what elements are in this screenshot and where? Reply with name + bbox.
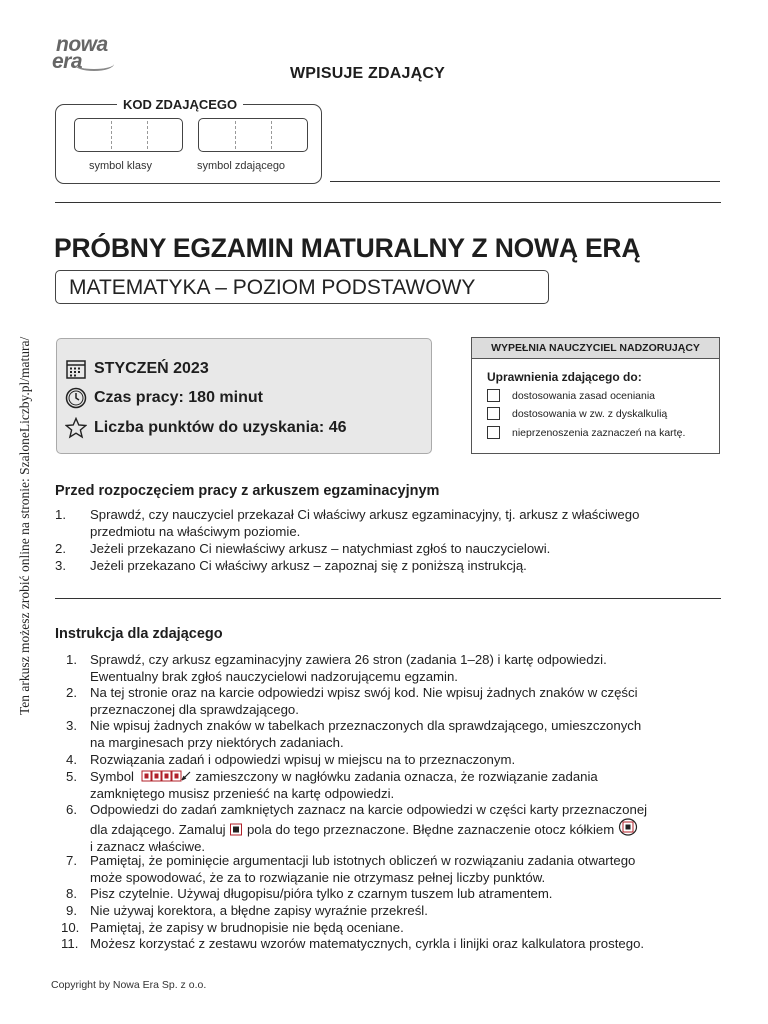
filled-box-icon xyxy=(229,823,243,836)
exam-date-row xyxy=(64,357,209,381)
option-nieprzenoszenia[interactable]: nieprzenoszenia zaznaczeń na kartę. xyxy=(487,426,685,439)
option-zasady-oceniania[interactable]: dostosowania zasad oceniania xyxy=(487,389,655,402)
exam-time-row xyxy=(64,386,263,410)
uprawnienia-title: Uprawnienia zdającego do: xyxy=(487,370,642,384)
instr-item-1: 1. Sprawdź, czy arkusz egzaminacyjny zawiera 26 stron (zadania 1–28) i kartę odpowiedzi. Ewentualny brak zgłoś nauczycielowi nadzorującemu egzamin. xyxy=(66,652,607,684)
exam-points: Liczba punktów do uzyskania: 46 xyxy=(94,419,347,436)
instr-item-11: 11. Możesz korzystać z zestawu wzorów matematycznych, cyrkla i linijki oraz kalkulatora prostego. xyxy=(61,936,645,951)
signature-line xyxy=(330,181,720,182)
exam-time: Czas pracy: 180 minut xyxy=(94,389,263,406)
logo-text-nowa: nowa xyxy=(56,33,108,56)
exam-date: STYCZEŃ 2023 xyxy=(94,360,209,377)
teacher-box-heading: WYPEŁNIA NAUCZYCIEL NADZORUJĄCY xyxy=(471,337,720,359)
instr-item-4: 4. Rozwiązania zadań i odpowiedzi wpisuj w miejscu na to przeznaczonym. xyxy=(66,752,516,767)
option-dyskalkulia[interactable]: dostosowania w zw. z dyskalkulią xyxy=(487,407,667,420)
divider-middle xyxy=(55,598,721,599)
checkbox[interactable] xyxy=(487,389,500,402)
clock-icon xyxy=(64,386,88,410)
checkbox[interactable] xyxy=(487,407,500,420)
logo-text-era: era xyxy=(52,50,83,73)
before-item-2: 2. Jeżeli przekazano Ci niewłaściwy arkusz – natychmiast zgłoś to nauczycielowi. xyxy=(55,541,551,556)
calendar-icon xyxy=(64,357,88,381)
symbol-klasy-field[interactable] xyxy=(74,118,183,152)
transfer-symbol-icon xyxy=(138,770,192,783)
instr-item-3: 3. Nie wpisuj żadnych znaków w tabelkach przeznaczonych dla sprawdzającego, umieszczonych na marginesach przy niektórych zadaniach. xyxy=(66,718,642,750)
instr-item-6: 6. Odpowiedzi do zadań zamkniętych zaznacz na karcie odpowiedzi w części karty przeznaczonej dla zdającego. Zamaluj pola do tego przeznaczone. Błędne zaznaczenie otocz kółkiem i zaznacz właściwe. xyxy=(66,802,648,854)
instr-item-2: 2. Na tej stronie oraz na karcie odpowiedzi wpisz swój kod. Nie wpisuj żadnych znaków w części przeznaczonej dla sprawdzającego. xyxy=(66,685,638,717)
circled-box-icon xyxy=(618,818,638,836)
symbol-zdajacego-label: symbol zdającego xyxy=(197,160,286,172)
checkbox[interactable] xyxy=(487,426,500,439)
instruction-title: Instrukcja dla zdającego xyxy=(55,626,223,642)
instr-item-5: 5. Symbol zamieszczony w nagłówku zadania oznacza, że rozwiązanie zadania zamkniętego musisz przenieść na kartę odpowiedzi. xyxy=(66,769,598,801)
exam-points-row xyxy=(64,416,347,440)
before-title: Przed rozpoczęciem pracy z arkuszem egzaminacyjnym xyxy=(55,483,440,499)
instr-item-9: 9. Nie używaj korektora, a błędne zapisy wyraźnie przekreśl. xyxy=(66,903,428,918)
star-icon xyxy=(64,416,88,440)
instr-item-8: 8. Pisz czytelnie. Używaj długopisu/pióra tylko z czarnym tuszem lub atramentem. xyxy=(66,886,553,901)
before-item-1: 1. Sprawdź, czy nauczyciel przekazał Ci właściwy arkusz egzaminacyjny, tj. arkusz z właściwego przedmiotu na właściwym poziomie. xyxy=(55,507,640,539)
instr-item-10: 10. Pamiętaj, że zapisy w brudnopisie nie będą oceniane. xyxy=(61,920,404,935)
exam-title: PRÓBNY EGZAMIN MATURALNY Z NOWĄ ERĄ xyxy=(54,233,641,263)
kod-zdajacego-title: KOD ZDAJĄCEGO xyxy=(117,97,243,112)
wpisuje-zdajacy-heading: WPISUJE ZDAJĄCY xyxy=(290,65,446,82)
nowa-era-logo xyxy=(52,33,122,78)
instr-item-7: 7. Pamiętaj, że pominięcie argumentacji lub istotnych obliczeń w rozwiązaniu zadania otwartego może spowodować, że za to rozwiązanie nie otrzymasz pełnej liczby punktów. xyxy=(66,853,636,885)
logo-swoosh xyxy=(74,57,114,71)
copyright-text: Copyright by Nowa Era Sp. z o.o. xyxy=(51,979,207,991)
divider-top xyxy=(55,202,721,203)
before-item-3: 3. Jeżeli przekazano Ci właściwy arkusz – zapoznaj się z poniższą instrukcją. xyxy=(55,558,527,573)
subject-title: MATEMATYKA – POZIOM PODSTAWOWY xyxy=(69,276,476,299)
symbol-zdajacego-field[interactable] xyxy=(198,118,308,152)
sidebar-online-note: Ten arkusz możesz zrobić online na stronie: SzaloneLiczby.pl/matura/ xyxy=(17,336,32,715)
symbol-klasy-label: symbol klasy xyxy=(89,160,152,172)
